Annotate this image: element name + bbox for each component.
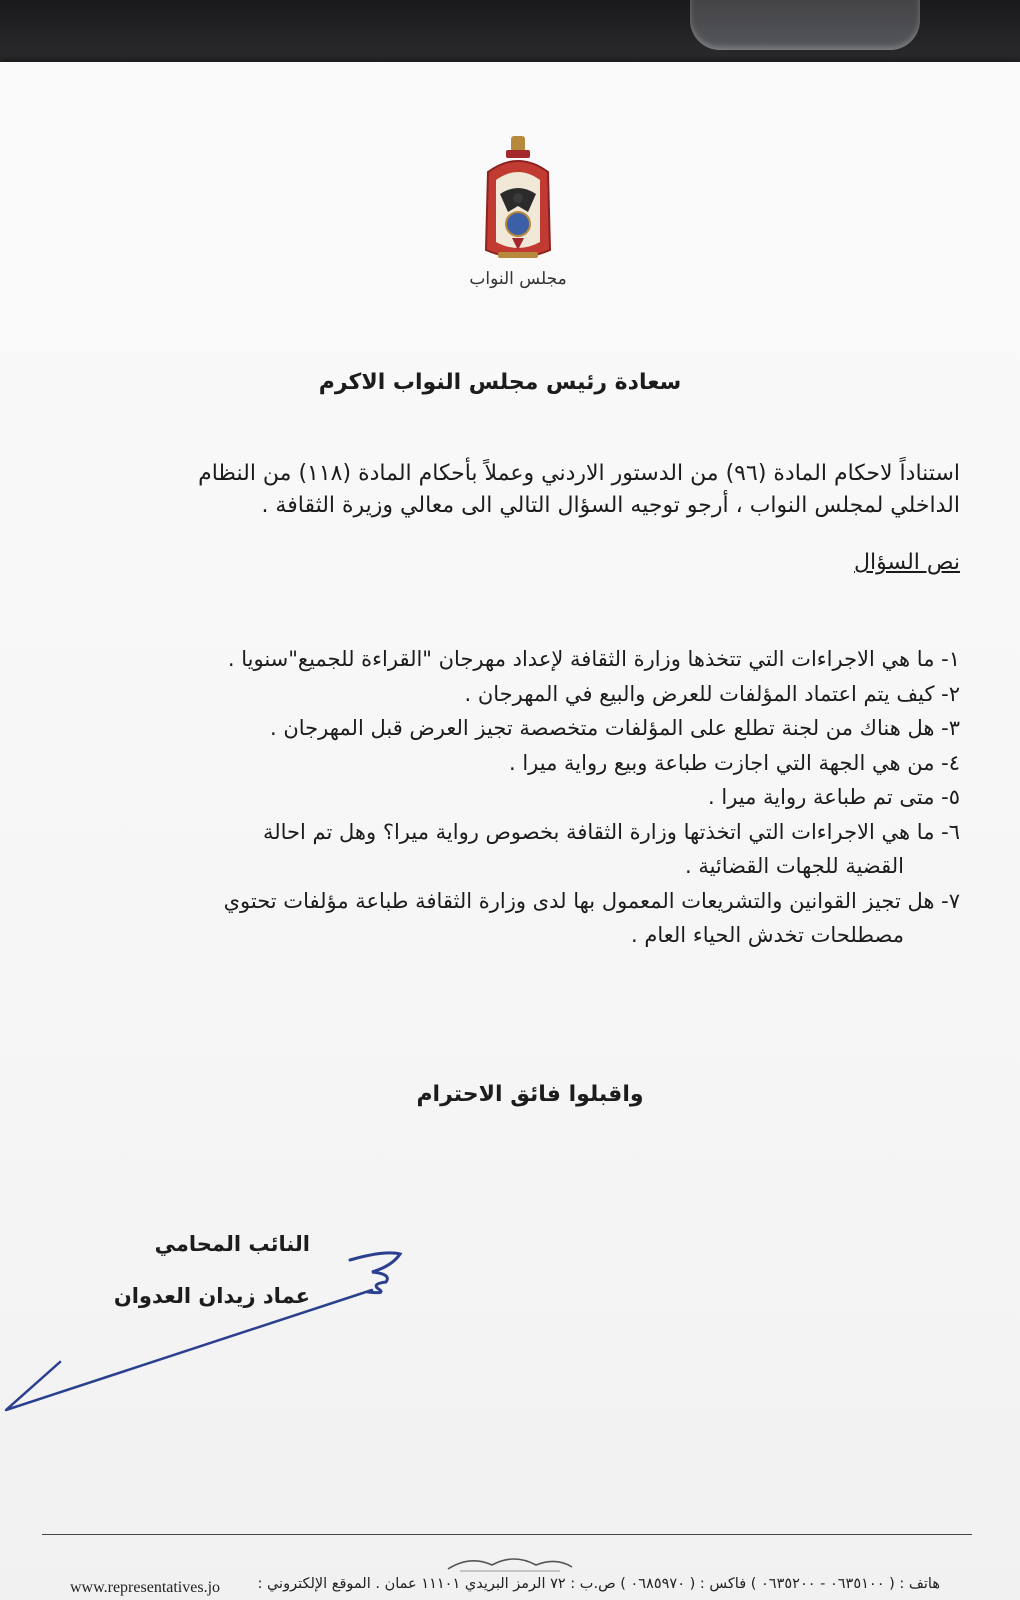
question-number: ٧- — [941, 888, 960, 913]
question-text: متى تم طباعة رواية ميرا . — [708, 785, 935, 809]
handwritten-signature-icon — [0, 1232, 430, 1432]
hashemite-coat-of-arms-icon — [469, 132, 567, 302]
list-item — [120, 746, 960, 781]
list-item — [120, 815, 960, 884]
question-number: ٦- — [941, 819, 960, 844]
question-number: ٥- — [941, 785, 960, 809]
list-item — [120, 677, 960, 712]
question-section-title: نص السؤال — [854, 550, 960, 575]
question-text: هل تجيز القوانين والتشريعات المعمول بها لدى وزارة الثقافة طباعة مؤلفات تحتوي — [223, 888, 935, 913]
signer-name: عماد زيدان العدوان — [113, 1284, 310, 1308]
recipient-salutation: سعادة رئيس مجلس النواب الاكرم — [318, 370, 682, 395]
question-text: من هي الجهة التي اجازت طباعة وبيع رواية ميرا . — [508, 750, 935, 775]
list-item — [120, 884, 960, 953]
footer-divider — [42, 1534, 972, 1535]
body-paragraph: استناداً لاحكام المادة (٩٦) من الدستور الاردني وعملاً بأحكام المادة (١١٨) من النظام الداخلي لمجلس النواب ، أرجو توجيه السؤال التالي الى معالي وزيرة الثقافة . — [198, 461, 960, 518]
question-continuation: القضية للجهات القضائية . — [684, 854, 904, 878]
question-number: ٤- — [941, 750, 960, 775]
svg-text:مجلس النواب: مجلس النواب — [469, 269, 567, 289]
question-number: ٣- — [941, 716, 960, 740]
question-text: كيف يتم اعتماد المؤلفات للعرض والبيع في المهرجان . — [464, 681, 935, 706]
footer-contact-info: هاتف : ( ٠٦٣٥١٠٠ - ٠٦٣٥٢٠٠ ) فاكس : ( ٠٦٨٥٩٧٠ ) ص.ب : ٧٢ الرمز البريدي ١١١٠١ عمان . الموقع الإلكتروني : — [257, 1576, 940, 1592]
list-item — [120, 642, 960, 677]
footer-website-link[interactable]: www.representatives.jo — [70, 1579, 221, 1596]
signer-title: النائب المحامي — [154, 1232, 310, 1256]
questions-list — [120, 642, 960, 953]
question-number: ١- — [941, 647, 960, 671]
letter-page — [0, 62, 1020, 1600]
question-number: ٢- — [941, 681, 960, 706]
kingdom-calligraphy-logo-icon — [440, 1549, 580, 1575]
list-item — [120, 780, 960, 815]
question-text: ما هي الاجراءات التي اتخذتها وزارة الثقافة بخصوص رواية ميرا؟ وهل تم احالة — [262, 819, 935, 844]
question-text: ما هي الاجراءات التي تتخذها وزارة الثقافة لإعداد مهرجان "القراءة للجميع"سنويا . — [227, 647, 935, 671]
question-continuation: مصطلحات تخدش الحياء العام . — [631, 923, 904, 947]
closing-line: واقبلوا فائق الاحترام — [416, 1082, 644, 1107]
list-item — [120, 711, 960, 746]
phone-on-desk — [690, 0, 920, 50]
question-text: هل هناك من لجنة تطلع على المؤلفات متخصصة تجيز العرض قبل المهرجان . — [269, 716, 935, 740]
